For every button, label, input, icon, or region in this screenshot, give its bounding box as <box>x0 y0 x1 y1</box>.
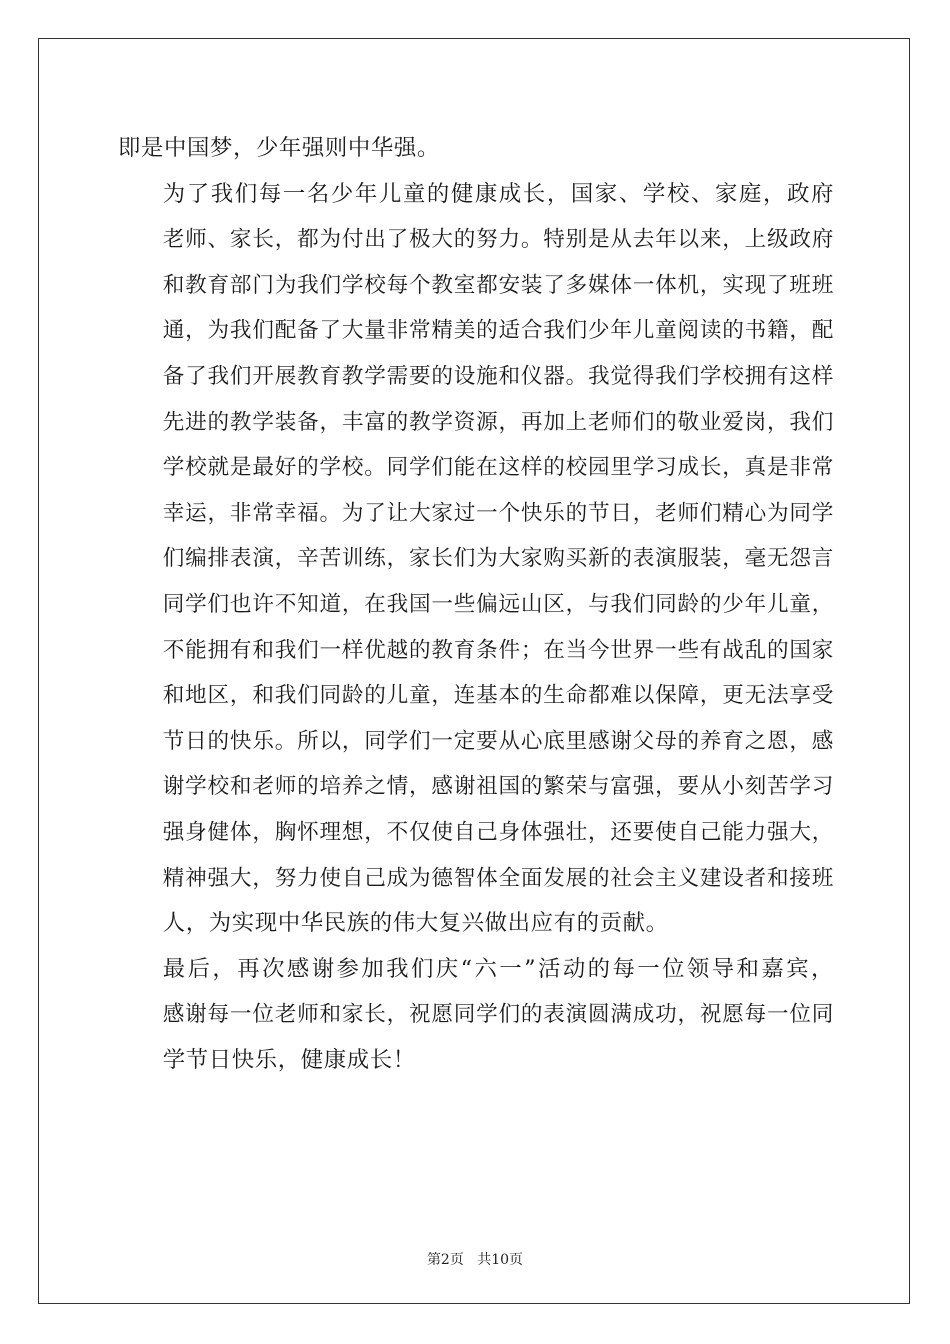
text-line: 精神强大，努力使自己成为德智体全面发展的社会主义建设者和接班 <box>162 865 834 891</box>
page-footer <box>0 1249 950 1269</box>
text-line: 学节日快乐，健康成长！ <box>162 1046 416 1073</box>
text-line: 和教育部门为我们学校每个教室都安装了多媒体一体机，实现了班班 <box>162 272 834 298</box>
text-line: 同学们也许不知道，在我国一些偏远山区，与我们同龄的少年儿童， <box>162 591 834 617</box>
text-line: 学校就是最好的学校。同学们能在这样的校园里学习成长，真是非常 <box>162 455 834 481</box>
paragraph <box>118 947 834 1084</box>
text-line: 强身健体，胸怀理想，不仅使自己身体强壮，还要使自己能力强大， <box>162 819 834 845</box>
text-line: 先进的教学装备，丰富的教学资源，再加上老师们的敬业爱岗，我们 <box>162 409 834 435</box>
text-line: 最后，再次感谢参加我们庆“六一”活动的每一位领导和嘉宾， <box>162 955 834 982</box>
text-line: 谢学校和老师的培养之情，感谢祖国的繁荣与富强，要从小刻苦学习 <box>162 774 834 800</box>
paragraph <box>118 172 834 947</box>
text-line: 幸运，非常幸福。为了让大家过一个快乐的节日，老师们精心为同学 <box>162 500 834 526</box>
text-line: 为了我们每一名少年儿童的健康成长，国家、学校、家庭，政府 <box>162 180 834 207</box>
text-line: 即是中国梦，少年强则中华强。 <box>118 135 440 161</box>
page-number: 第2页 <box>426 1252 464 1268</box>
text-line: 通，为我们配备了大量非常精美的适合我们少年儿童阅读的书籍，配 <box>162 318 834 344</box>
paragraph <box>118 126 834 172</box>
document-body <box>118 126 834 1083</box>
text-line: 不能拥有和我们一样优越的教育条件；在当今世界一些有战乱的国家 <box>162 637 834 663</box>
text-line: 和地区，和我们同龄的儿童，连基本的生命都难以保障，更无法享受 <box>162 683 834 709</box>
text-line: 感谢每一位老师和家长，祝愿同学们的表演圆满成功，祝愿每一位同 <box>162 1002 834 1028</box>
text-line: 节日的快乐。所以，同学们一定要从心底里感谢父母的养育之恩，感 <box>162 728 834 754</box>
text-line: 备了我们开展教育教学需要的设施和仪器。我觉得我们学校拥有这样 <box>162 363 834 389</box>
text-line: 老师、家长，都为付出了极大的努力。特别是从去年以来，上级政府 <box>162 227 834 253</box>
page-total: 共10页 <box>477 1252 524 1268</box>
text-line: 们编排表演，辛苦训练，家长们为大家购买新的表演服装，毫无怨言 <box>162 546 834 572</box>
text-line: 人，为实现中华民族的伟大复兴做出应有的贡献。 <box>162 910 669 937</box>
